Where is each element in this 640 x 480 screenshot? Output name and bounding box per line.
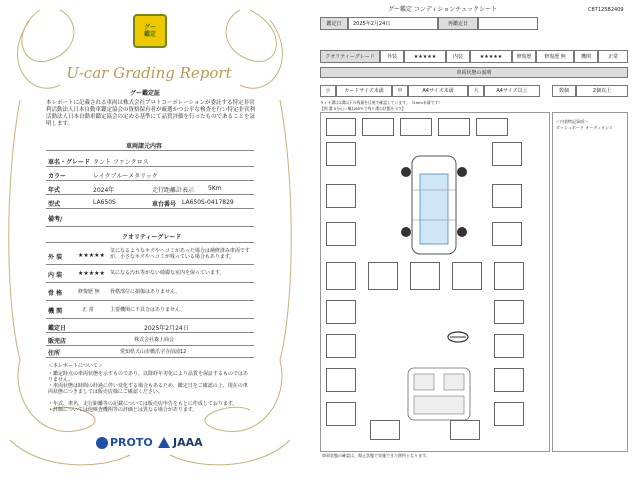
- part-box: [494, 368, 524, 392]
- date-value: 2025年2月24日: [348, 17, 438, 30]
- remarks-label: 備考/: [48, 216, 63, 223]
- part-box: [326, 402, 356, 426]
- inner-notes-value: ダッシュボード オーディオレス: [556, 125, 613, 130]
- footer-note: 車両状態の確認は、傷止状態で実施できた箇所となります。: [322, 453, 430, 458]
- part-box: [494, 402, 524, 426]
- count-value: 2個以上: [576, 85, 628, 97]
- part-box: [326, 118, 356, 136]
- jaaa-mark-icon: [158, 437, 170, 448]
- exterior-stars: ★★★★★: [78, 252, 105, 259]
- part-box: [492, 222, 522, 246]
- date-label: 鑑定日: [320, 17, 348, 30]
- mileage-label: 走行距離計表示: [152, 187, 195, 194]
- color-label: カラー: [48, 173, 67, 180]
- size-large-desc: A4サイズ以上: [484, 85, 540, 97]
- report-subtitle: グー鑑定証: [130, 90, 161, 97]
- model-label: 型式: [48, 201, 61, 208]
- engine-status: 正 常: [82, 307, 94, 313]
- part-box: [410, 262, 440, 290]
- address-value: 愛知県犬山市橋爪字寺前浦12: [120, 349, 187, 355]
- size-small: 小: [320, 85, 336, 97]
- badge-text: グー 鑑定: [143, 24, 156, 38]
- part-box: [326, 368, 356, 392]
- reappraisal-label: 再鑑定日: [438, 17, 478, 30]
- part-box: [494, 262, 524, 290]
- exterior-text: 気になるようなキズやヘコミがあった場合は補修済み車両ですが、小さなキズやヘコミが残っている場合もあります。: [110, 248, 250, 260]
- part-box: [326, 184, 356, 208]
- part-box: [326, 142, 356, 166]
- part-box: [400, 118, 432, 136]
- year-label: 年式: [48, 187, 61, 194]
- part-box: [368, 262, 398, 290]
- address-label: 住所: [48, 350, 61, 357]
- tire-note: タイヤ溝は2溝以下の残量を目視で確認しています。（5mm未満です）: [320, 100, 442, 105]
- jaaa-logo: [158, 436, 203, 449]
- size-small-desc: カードサイズ未満: [336, 85, 392, 97]
- part-box: [494, 334, 524, 358]
- jaaa-logo-text: JAAA: [173, 436, 203, 449]
- sheet-code: C87125B2409: [588, 7, 624, 13]
- note-2: ・車両状態は時間の経過に伴い変化する場合もあるため、鑑定日をご確認の上、現在の車両状態につきましては販売店様にご確認ください。: [48, 383, 248, 395]
- size-mid-desc: A4サイズ未満: [408, 85, 468, 97]
- grading-certificate: [0, 0, 300, 480]
- proto-logo: [96, 436, 153, 449]
- size-mid: 中: [392, 85, 408, 97]
- car-top-view-diagram: [394, 150, 474, 260]
- report-title: U-car Grading Report: [66, 64, 232, 82]
- repair-label: 修復歴: [512, 50, 536, 63]
- part-box: [326, 300, 356, 324]
- interior-stars: ★★★★★: [78, 270, 105, 277]
- engine-label-sheet: 機関: [574, 50, 598, 63]
- ext-stars: ★★★★★: [404, 50, 446, 63]
- appraisal-date: 2025年2月24日: [144, 325, 189, 332]
- part-box: [362, 118, 394, 136]
- part-box: [492, 184, 522, 208]
- interior-label: 内 装: [48, 272, 63, 279]
- size-large: 大: [468, 85, 484, 97]
- engine-text: 主要機関に不具合はありません。: [110, 307, 186, 313]
- int-stars: ★★★★★: [470, 50, 512, 63]
- goo-badge: [133, 14, 167, 48]
- part-box: [326, 262, 356, 290]
- part-box: [476, 118, 508, 136]
- count-label: 数個: [552, 85, 576, 97]
- note-1: ・鑑定時点の車両状態を示すものであり、以降経年劣化により品質を保証するものではありません。: [48, 371, 249, 383]
- frame-text: 骨格部位に損傷はありません。: [110, 289, 181, 295]
- frame-number-value: LA650S-0417829: [182, 199, 234, 206]
- name-value: タント ファンクロス: [93, 159, 149, 166]
- note-3: ・年式、車名、走行距離等の記載については販売店申告をもとに作成しております。: [48, 401, 238, 407]
- intro-text: 本レポートに記載される車両は株式会社プロトコーポレーションが委託する特定非営利活動法人日本自動車鑑定協会の資格保有者が厳選かつ公平な検査を行い特定非営利活動法人日本自動車鑑定協会の定める基準にて品質評価を行ったものであることを証明します。: [46, 100, 256, 127]
- section-vehicle: 車両諸元内容: [126, 143, 163, 150]
- appraisal-date-label: 鑑定日: [48, 325, 67, 332]
- section-quality: クオリティーグレード: [122, 234, 182, 241]
- dealer-value: 株式会社森上商会: [134, 337, 175, 343]
- part-box: [438, 118, 470, 136]
- tire-note-2: 【例 溝 5分山＝概ね60％で残り溝の状態を示す】: [320, 106, 406, 111]
- explain-title: 車両状態の説明: [320, 67, 628, 78]
- inner-notes-label: ＜内装特記事項＞: [556, 119, 588, 124]
- inner-notes-panel: [552, 112, 628, 452]
- part-box: [326, 334, 356, 358]
- engine-value-sheet: 正常: [598, 50, 628, 63]
- frame-status: 修復歴 無: [78, 289, 100, 295]
- steering-wheel-icon: [446, 330, 470, 344]
- int-label: 内装: [446, 50, 470, 63]
- part-box: [370, 420, 400, 440]
- name-label: 車名・グレード: [48, 159, 91, 166]
- dealer-label: 販売店: [48, 338, 67, 345]
- condition-check-sheet: [310, 0, 640, 480]
- proto-logo-text: PROTO: [110, 436, 153, 449]
- part-box: [492, 142, 522, 166]
- color-value: レイクブルーメタリック: [93, 173, 158, 180]
- frame-number-label: 車台番号: [152, 201, 177, 208]
- interior-seat-diagram: [404, 364, 474, 424]
- exterior-label: 外 装: [48, 254, 63, 261]
- reappraisal-value: [478, 17, 538, 30]
- frame-label: 骨 格: [48, 290, 63, 297]
- year-value: 2024年: [93, 187, 115, 194]
- sheet-title: グー鑑定 コンディションチェックシート: [388, 6, 498, 13]
- ext-label: 外装: [380, 50, 404, 63]
- notes-title: ＜本レポートについて＞: [48, 363, 103, 369]
- mileage-value: 5Km: [208, 185, 222, 192]
- proto-mark-icon: [96, 437, 108, 449]
- part-box: [494, 300, 524, 324]
- repair-value: 修復歴 無: [536, 50, 574, 63]
- grade-label: クオリティーグレード: [320, 50, 380, 63]
- note-4: ・評価については他検査機関等の評価とは異なる場合があります。: [48, 407, 198, 413]
- model-value: LA650S: [93, 199, 116, 206]
- part-box: [452, 262, 482, 290]
- interior-text: 気になる汚れ等がない綺麗な室内を保っています。: [110, 270, 225, 276]
- part-box: [326, 222, 356, 246]
- engine-label: 機 関: [48, 308, 63, 315]
